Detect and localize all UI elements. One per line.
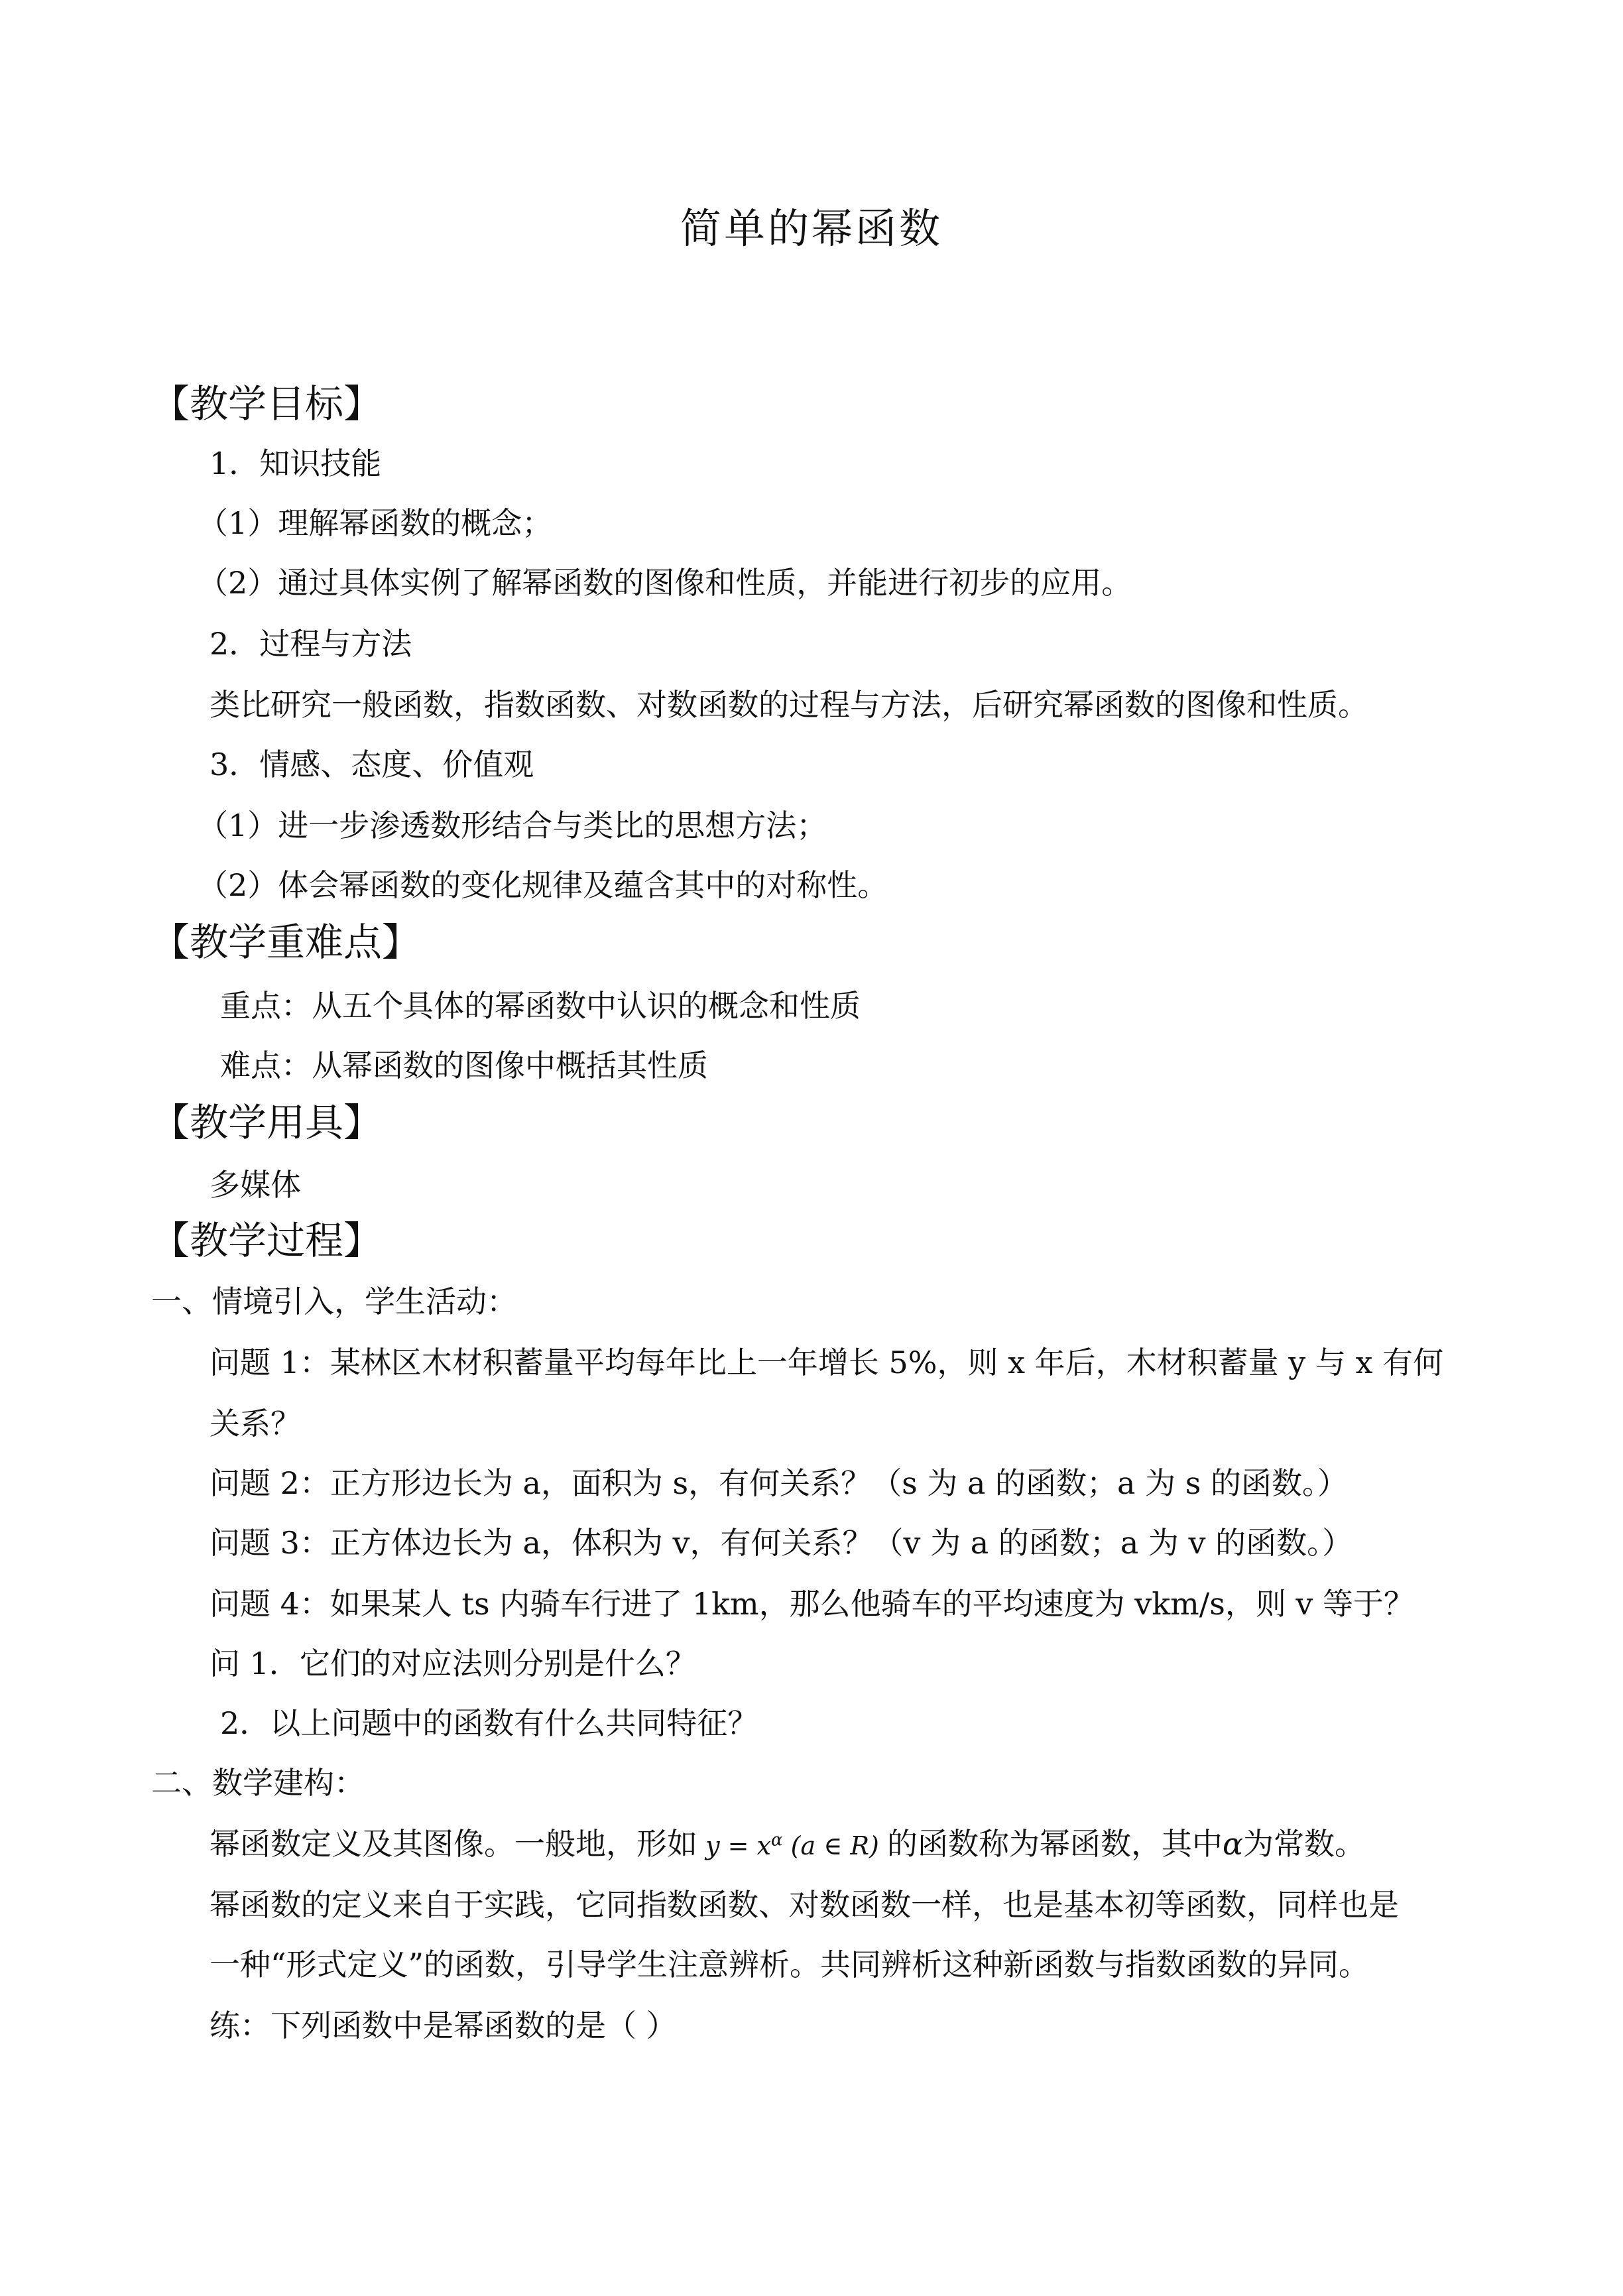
knowledge-skills: 1．知识技能 [210,446,382,481]
tools-item: 多媒体 [210,1167,301,1203]
heading-keypoints: 【教学重难点】 [151,920,421,965]
difficult-point: 难点：从幂函数的图像中概括其性质 [220,1048,708,1083]
formula-condition: (a ∈ R) [790,1831,879,1860]
page-title: 简单的幂函数 [680,204,943,253]
heading-tools: 【教学用具】 [151,1100,383,1145]
key-point: 重点：从五个具体的幂函数中认识的概念和性质 [220,988,861,1024]
process-item: 类比研究一般函数，指数函数、对数函数的过程与方法，后研究幂函数的图像和性质。 [210,687,1368,723]
emotion-item-1: （1）进一步渗透数形结合与类比的思想方法； [198,808,827,843]
formula-base: y = x [705,1831,771,1860]
definition-note-line-1: 幂函数的定义来自于实践，它同指数函数、对数函数一样，也是基本初等函数，同样也是 [210,1887,1399,1923]
definition-prefix: 幂函数定义及其图像。一般地，形如 [210,1826,697,1862]
ask-1: 问 1．它们的对应法则分别是什么？ [210,1646,696,1681]
question-2: 问题 2：正方形边长为 a，面积为 s，有何关系？（s 为 a 的函数；a 为 s 的函数。） [210,1465,1348,1501]
ask-2: 2．以上问题中的函数有什么共同特征？ [220,1705,758,1741]
part-1-heading: 一、情境引入，学生活动： [151,1284,517,1319]
definition-suffix: 为常数。 [1243,1826,1366,1862]
heading-objectives: 【教学目标】 [151,381,383,426]
definition-formula [697,1831,887,1860]
question-1-line-1: 问题 1：某林区木材积蓄量平均每年比上一年增长 5%，则 x 年后，木材积蓄量 y 与 x 有何 [210,1345,1444,1380]
process-methods: 2．过程与方法 [210,626,412,662]
formula-exponent: α [771,1830,783,1850]
alpha-symbol: α [1222,1826,1244,1862]
definition-note-line-2: 一种“形式定义”的函数，引导学生注意辨析。共同辨析这种新函数与指数函数的异同。 [210,1947,1370,1982]
part-2-heading: 二、数学建构： [151,1765,365,1801]
question-1-line-2: 关系？ [210,1406,301,1441]
emotion-values: 3．情感、态度、价值观 [210,747,534,782]
question-4: 问题 4：如果某人 ts 内骑车行进了 1km，那么他骑车的平均速度为 vkm/s，则 v 等于？ [210,1586,1415,1622]
emotion-item-2: （2）体会幂函数的变化规律及蕴含其中的对称性。 [198,867,888,903]
knowledge-item-2: （2）通过具体实例了解幂函数的图像和性质，并能进行初步的应用。 [198,565,1132,601]
exercise-prompt: 练：下列函数中是幂函数的是（ ） [210,2008,677,2043]
question-3: 问题 3：正方体边长为 a，体积为 v，有何关系？（v 为 a 的函数；a 为 v 的函数。） [210,1525,1353,1561]
knowledge-item-1: （1）理解幂函数的概念； [198,505,553,541]
definition-middle: 的函数称为幂函数，其中 [886,1826,1223,1862]
heading-procedure: 【教学过程】 [151,1218,383,1263]
definition-line [210,1826,1366,1862]
